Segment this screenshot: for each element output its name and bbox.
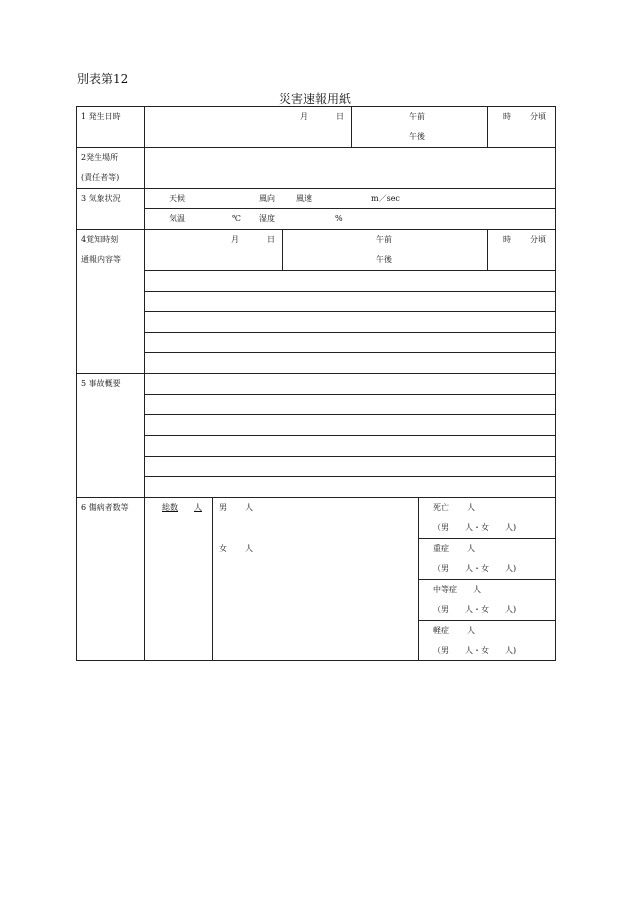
weather-label: 3 気象状況 (81, 194, 121, 203)
occurrence-pm: 午後 (409, 132, 425, 141)
awareness-sub-label: 通報内容等 (81, 255, 121, 264)
awareness-hour: 時 (503, 235, 511, 244)
form-title: 災害速報用紙 (278, 92, 351, 106)
awareness-minute: 分頃 (530, 235, 546, 244)
category-name: 死亡 人 (433, 503, 475, 512)
occurrence-am: 午前 (409, 112, 425, 121)
temperature-unit: ℃ (232, 214, 241, 223)
casualties-female: 女 人 (219, 544, 253, 553)
occurrence-label: 1 発生日時 (81, 112, 121, 121)
wind-unit: m／sec (371, 194, 400, 203)
wind-speed: 風速 (296, 194, 312, 203)
occurrence-minute: 分頃 (530, 112, 546, 121)
category-name: 中等症 人 (433, 585, 481, 594)
occurrence-hour: 時 (503, 112, 511, 121)
casualties-total: 総数 人 (162, 503, 202, 512)
occurrence-day: 日 (336, 112, 344, 121)
form-number-label: 別表第12 (77, 72, 129, 86)
humidity-unit: % (335, 214, 343, 223)
category-name: 軽症 人 (433, 626, 475, 635)
category-detail: （男 人・女 人) (433, 564, 517, 573)
category-name: 重症 人 (433, 544, 475, 553)
wind-direction: 風向 (259, 194, 275, 203)
temperature: 気温 (169, 214, 185, 223)
occurrence-month: 月 (300, 112, 308, 121)
category-detail: （男 人・女 人) (433, 605, 517, 614)
awareness-month: 月 (231, 235, 239, 244)
casualties-label: 6 傷病者数等 (81, 503, 129, 512)
weather-condition: 天候 (169, 194, 185, 203)
awareness-label: 4覚知時刻 (81, 235, 119, 244)
awareness-pm: 午後 (376, 255, 392, 264)
awareness-day: 日 (267, 235, 275, 244)
category-detail: （男 人・女 人) (433, 523, 517, 532)
accident-label: 5 事故概要 (81, 379, 121, 388)
location-label: 2発生場所 (81, 153, 119, 162)
casualties-male: 男 人 (219, 503, 253, 512)
humidity: 湿度 (259, 214, 275, 223)
location-sub-label: (責任者等) (81, 173, 120, 182)
awareness-am: 午前 (376, 235, 392, 244)
category-detail: （男 人・女 人) (433, 646, 517, 655)
